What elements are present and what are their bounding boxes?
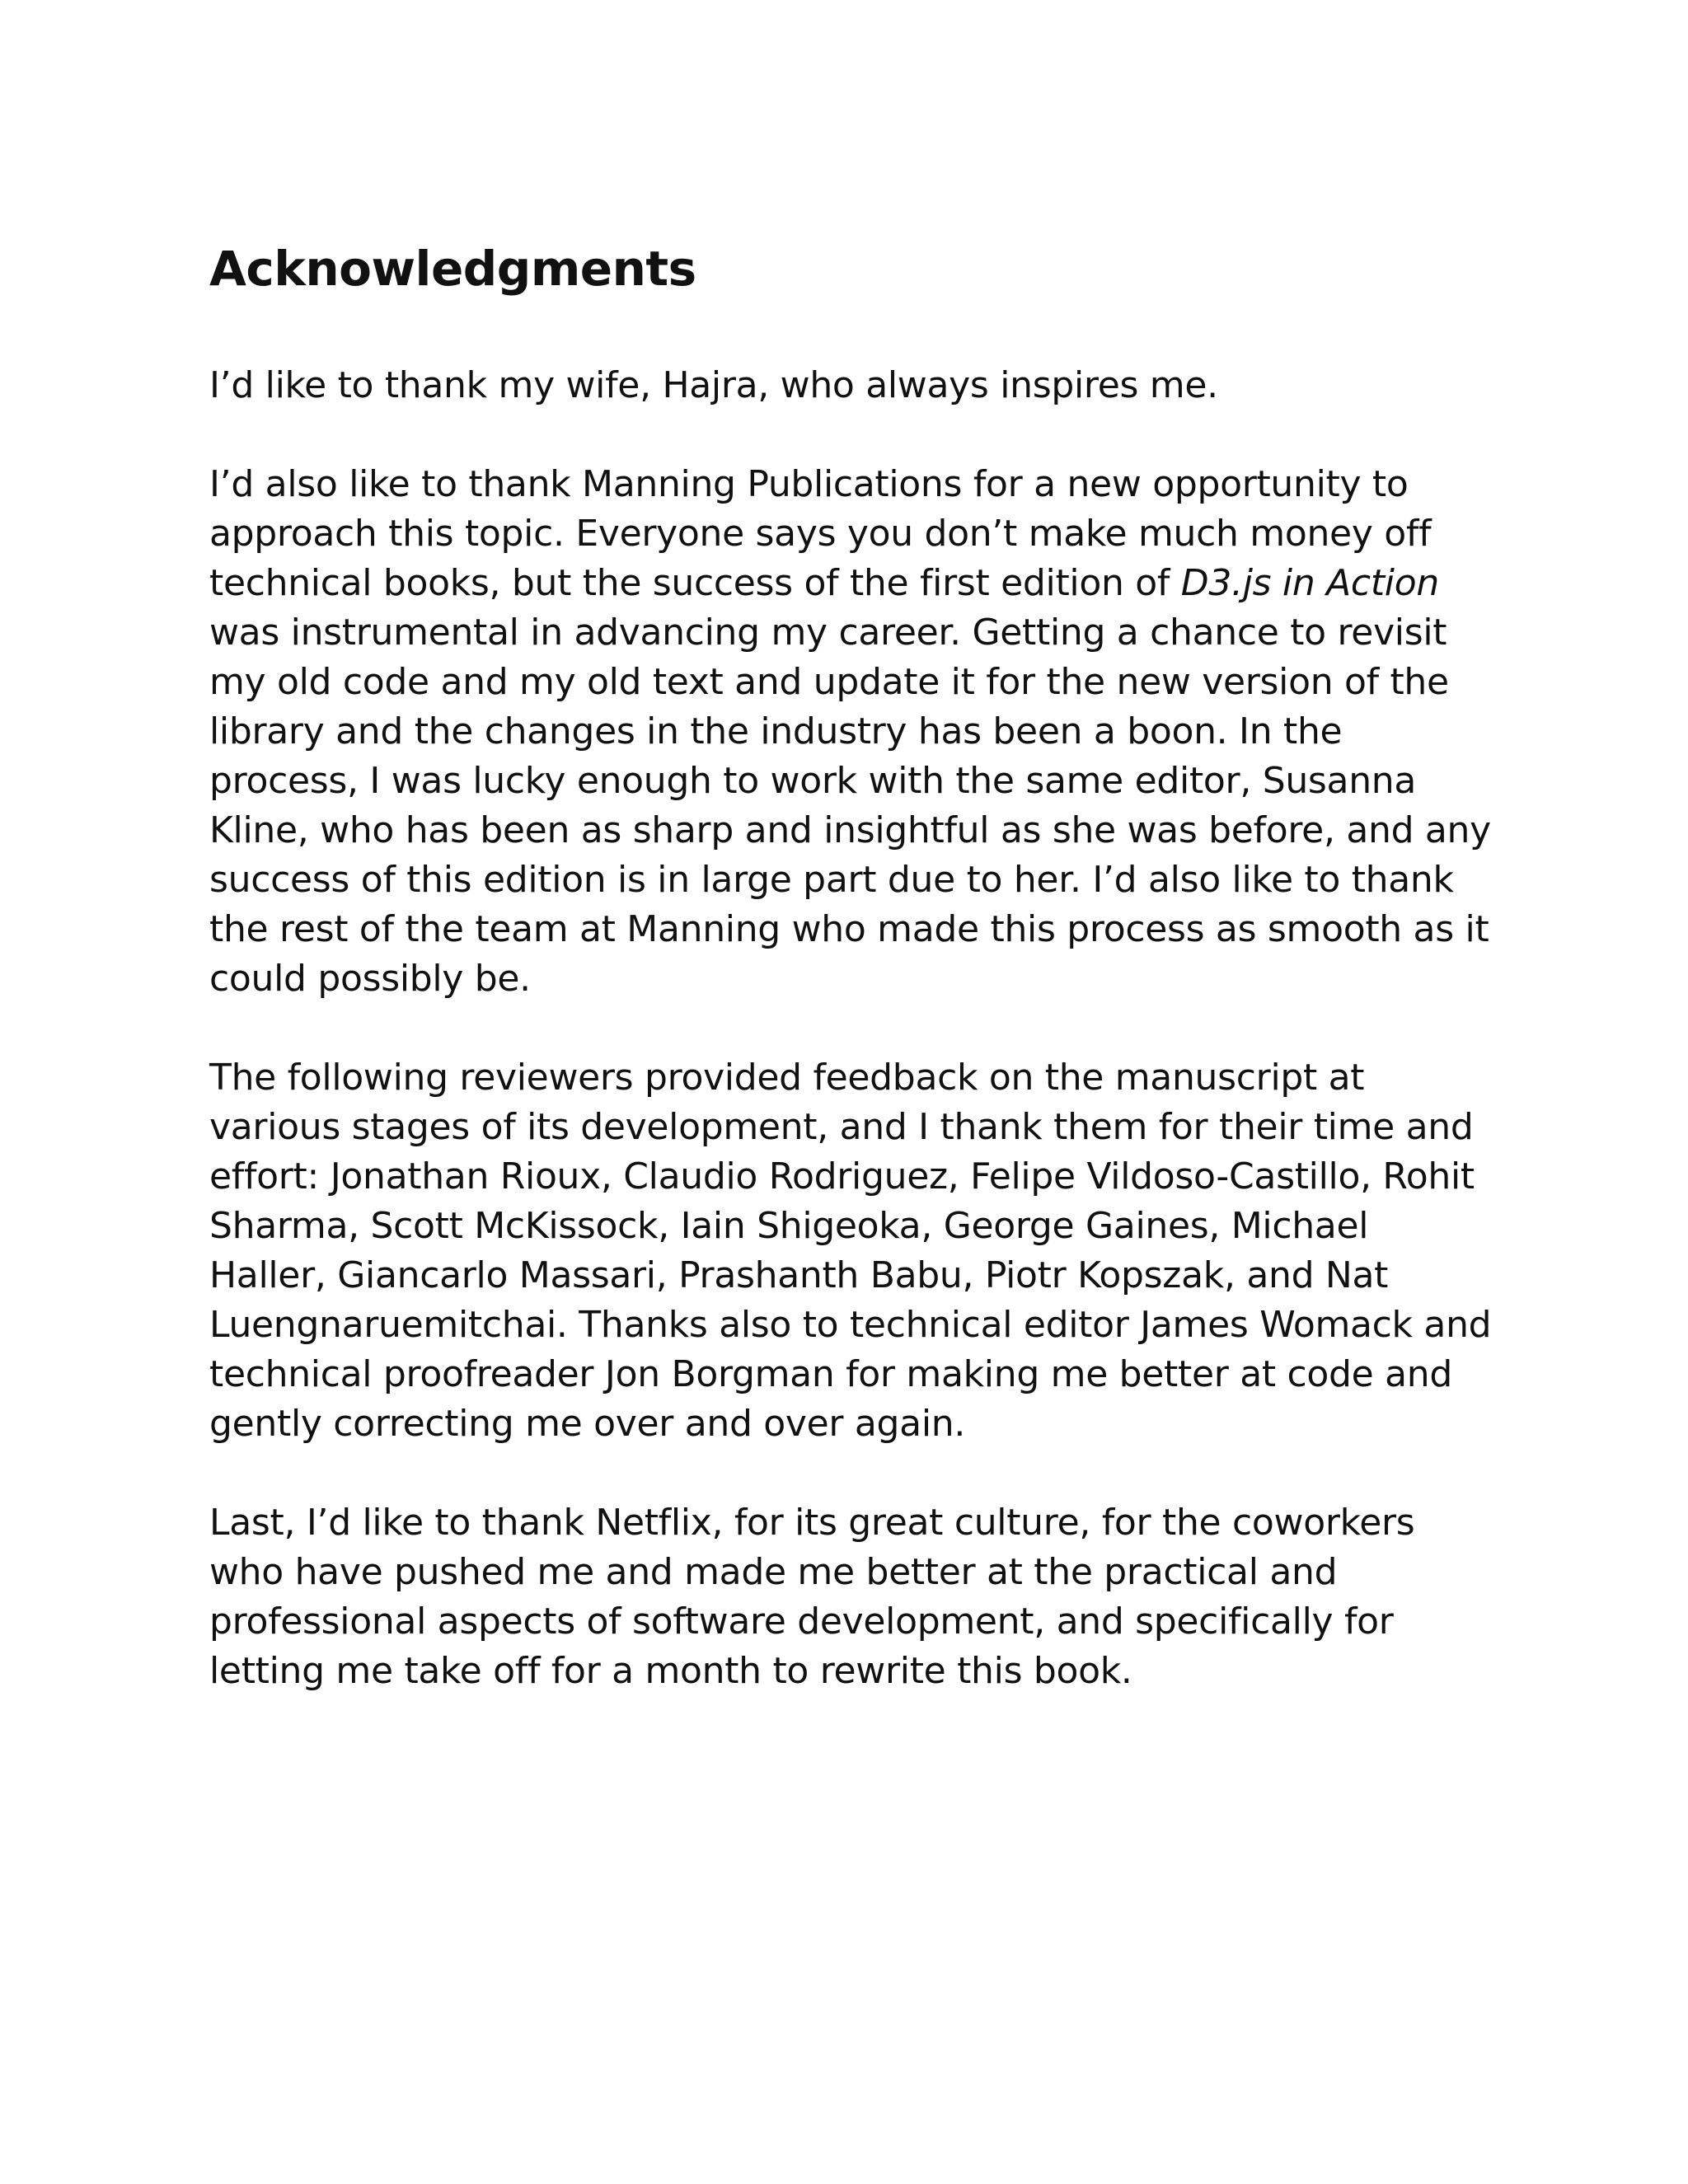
page-title: Acknowledgments — [209, 241, 696, 297]
paragraph-manning-text-after: was instrumental in advancing my career. Getting a chance to revisit my old code and my old text and update it for the new version of the library and the changes in the industry has been a boon. In the process, I was lucky enough to work with the same editor, Susanna Kline, who has been as sharp and insightful as she was before, and any success of this edition is in large part due to her. I’d also like to thank the rest of the team at Manning who made this process as smooth as it could possibly be. — [209, 611, 1491, 1000]
paragraph-netflix: Last, I’d like to thank Netflix, for its great culture, for the coworkers who have pushed me and made me better at the practical and professional aspects of software development, and specifically for letting me take off for a month to rewrite this book. — [209, 1501, 1415, 1692]
paragraph-manning-text-before: I’d also like to thank Manning Publications for a new opportunity to approach this topic. Everyone says you don’t make much money off technical books, but the success of the first edition of — [209, 462, 1432, 604]
book-title-italic: D3.js in Action — [1180, 561, 1439, 604]
paragraph-manning — [209, 460, 1495, 1004]
acknowledgments-page — [209, 241, 1495, 1696]
paragraph-wife: I’d like to thank my wife, Hajra, who always inspires me. — [209, 363, 1218, 406]
paragraph-reviewers: The following reviewers provided feedback on the manuscript at various stages of its development, and I thank them for their time and effort: Jonathan Rioux, Claudio Rodriguez, Felipe Vildoso-Castillo, Rohit Sharma, Scott McKissock, Iain Shigeoka, George Gaines, Michael Haller, Giancarlo Massari, Prashanth Babu, Piotr Kopszak, and Nat Luengnaruemitchai. Thanks also to technical editor James Womack and technical proofreader Jon Borgman for making me better at code and gently correcting me over and over again. — [209, 1056, 1492, 1445]
